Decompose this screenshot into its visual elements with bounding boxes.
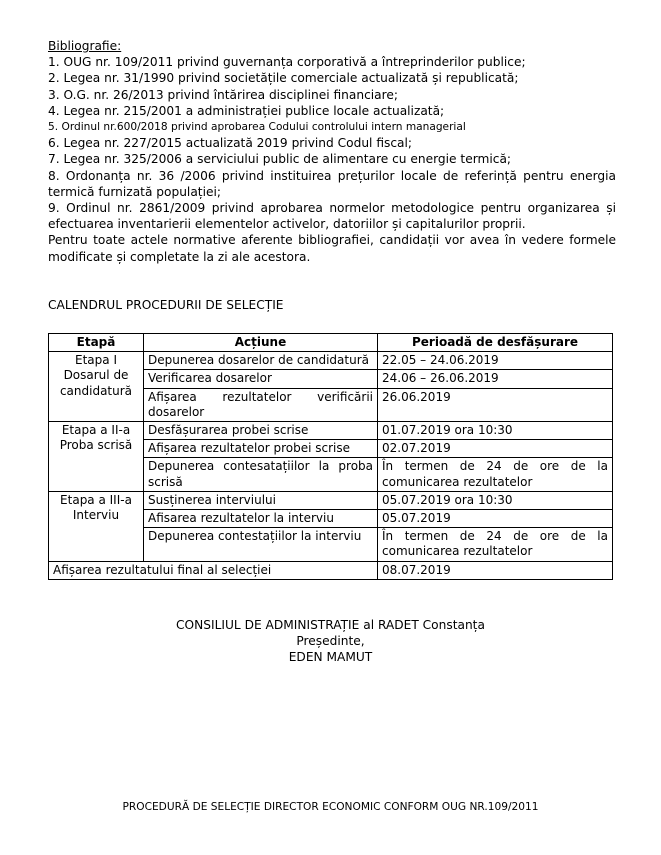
table-row bbox=[49, 491, 613, 509]
calendar-title: CALENDRUL PROCEDURII DE SELECȚIE bbox=[48, 298, 284, 312]
action-cell: Desfășurarea probei scrise bbox=[144, 422, 378, 440]
header-actiune: Acțiune bbox=[144, 334, 378, 352]
period-cell: În termen de 24 de ore de la comunicarea rezultatelor bbox=[378, 458, 613, 491]
period-cell: 05.07.2019 bbox=[378, 510, 613, 528]
header-perioada: Perioadă de desfășurare bbox=[378, 334, 613, 352]
period-cell: 02.07.2019 bbox=[378, 440, 613, 458]
stage-cell: Etapa I Dosarul de candidatură bbox=[49, 352, 144, 422]
bibliography-note: Pentru toate actele normative aferente bibliografiei, candidații vor avea în vedere formele modificate și completate la zi ale acestora. bbox=[48, 233, 616, 264]
period-cell: 24.06 – 26.06.2019 bbox=[378, 370, 613, 388]
action-cell: Afisarea rezultatelor la interviu bbox=[144, 510, 378, 528]
action-cell: Depunerea dosarelor de candidatură bbox=[144, 352, 378, 370]
action-cell: Verificarea dosarelor bbox=[144, 370, 378, 388]
action-cell: Depunerea contestațiilor la interviu bbox=[144, 528, 378, 561]
bibliography-item: 3. O.G. nr. 26/2013 privind întărirea disciplinei financiare; bbox=[48, 87, 398, 102]
table-row-final bbox=[49, 561, 613, 579]
period-cell: În termen de 24 de ore de la comunicarea rezultatelor bbox=[378, 528, 613, 561]
stage-cell: Etapa a III-a Interviu bbox=[49, 491, 144, 561]
action-cell: Afișarea rezultatelor verificării dosarelor bbox=[144, 388, 378, 421]
period-cell: 22.05 – 24.06.2019 bbox=[378, 352, 613, 370]
bibliography-section bbox=[48, 38, 616, 265]
bibliography-item: 2. Legea nr. 31/1990 privind societățile comerciale actualizată și republicată; bbox=[48, 71, 519, 86]
bibliography-item: 7. Legea nr. 325/2006 a serviciului public de alimentare cu energie termică; bbox=[48, 152, 512, 167]
header-etapa: Etapă bbox=[49, 334, 144, 352]
bibliography-item: 9. Ordinul nr. 2861/2009 privind aprobarea normelor metodologice pentru organizarea și efectuarea inventarierii elementelor activelor, datoriilor și capitalurilor proprii. bbox=[48, 201, 616, 232]
bibliography-title: Bibliografie: bbox=[48, 39, 122, 53]
bibliography-item: 5. Ordinul nr.600/2018 privind aprobarea Codului controlului intern managerial bbox=[48, 121, 466, 134]
period-cell: 05.07.2019 ora 10:30 bbox=[378, 491, 613, 509]
stage-cell: Etapa a II-a Proba scrisă bbox=[49, 422, 144, 492]
page-footer: PROCEDURĂ DE SELECȚIE DIRECTOR ECONOMIC CONFORM OUG NR.109/2011 bbox=[122, 801, 539, 813]
period-cell: 26.06.2019 bbox=[378, 388, 613, 421]
calendar-table bbox=[48, 333, 613, 580]
bibliography-item: 6. Legea nr. 227/2015 actualizată 2019 privind Codul fiscal; bbox=[48, 136, 413, 151]
table-header-row bbox=[49, 334, 613, 352]
final-action-cell: Afișarea rezultatului final al selecției bbox=[49, 561, 378, 579]
table-row bbox=[49, 352, 613, 370]
signature-name: EDEN MAMUT bbox=[288, 650, 373, 664]
action-cell: Susținerea interviului bbox=[144, 491, 378, 509]
bibliography-item: 1. OUG nr. 109/2011 privind guvernanța corporativă a întreprinderilor publice; bbox=[48, 55, 526, 70]
bibliography-item: 8. Ordonanța nr. 36 /2006 privind instituirea prețurilor locale de referință pentru energia termică furnizată populației; bbox=[48, 168, 616, 199]
period-cell: 01.07.2019 ora 10:30 bbox=[378, 422, 613, 440]
final-period-cell: 08.07.2019 bbox=[378, 561, 613, 579]
signature-board: CONSILIUL DE ADMINISTRAȚIE al RADET Constanța bbox=[176, 618, 485, 632]
signature-block bbox=[0, 617, 661, 665]
bibliography-item: 4. Legea nr. 215/2001 a administrației publice locale actualizată; bbox=[48, 103, 445, 118]
action-cell: Depunerea contesatațiilor la proba scrisă bbox=[144, 458, 378, 491]
signature-role: Președinte, bbox=[296, 634, 365, 648]
action-cell: Afișarea rezultatelor probei scrise bbox=[144, 440, 378, 458]
table-row bbox=[49, 422, 613, 440]
